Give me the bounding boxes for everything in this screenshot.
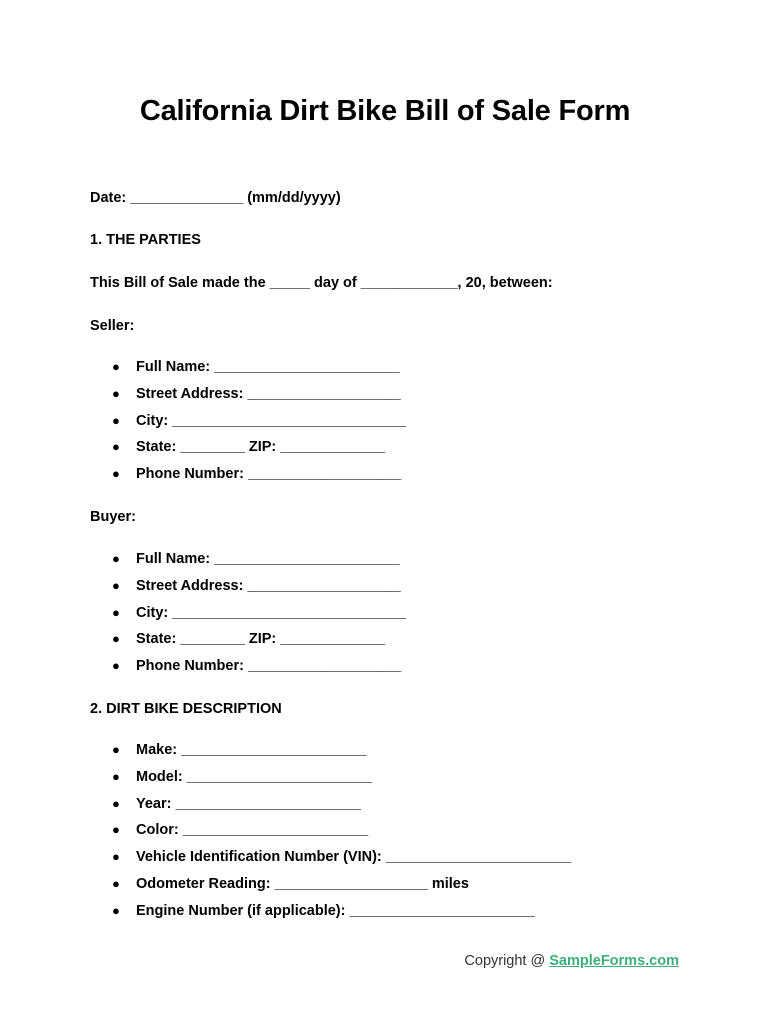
- date-line: Date: ______________ (mm/dd/yyyy): [90, 190, 341, 206]
- section-heading-parties: 1. THE PARTIES: [90, 232, 201, 248]
- list-item: [112, 741, 367, 768]
- copyright-text: Copyright @: [464, 953, 550, 969]
- seller-street-address-field: Street Address: ___________________: [136, 385, 401, 402]
- bullet-icon: ●: [112, 577, 120, 593]
- bullet-icon: ●: [112, 551, 120, 566]
- bike-color-field: Color: _______________________: [136, 822, 369, 839]
- bullet-icon: ●: [112, 849, 120, 865]
- bullet-icon: ●: [112, 385, 120, 401]
- list-item: [112, 358, 400, 385]
- bullet-icon: ●: [112, 466, 120, 482]
- bullet-icon: ●: [112, 822, 120, 838]
- bullet-icon: ●: [112, 658, 120, 674]
- bike-engine-number-field: Engine Number (if applicable): _______________________: [136, 902, 535, 919]
- buyer-field-list: [112, 550, 407, 684]
- intro-line: This Bill of Sale made the _____ day of ____________, 20, between:: [90, 275, 553, 291]
- bullet-icon: ●: [112, 902, 120, 918]
- bike-model-field: Model: _______________________: [136, 768, 373, 785]
- bike-make-field: Make: _______________________: [136, 742, 367, 758]
- buyer-phone-field: Phone Number: ___________________: [136, 658, 402, 675]
- bullet-icon: ●: [112, 768, 120, 784]
- buyer-full-name-field: Full Name: _______________________: [136, 551, 400, 567]
- buyer-street-address-field: Street Address: ___________________: [136, 577, 401, 594]
- list-item: [112, 385, 401, 412]
- seller-city-field: City: _____________________________: [136, 412, 407, 429]
- bike-vin-field: Vehicle Identification Number (VIN): _______________________: [136, 849, 572, 866]
- bullet-icon: ●: [112, 439, 120, 455]
- list-item: [112, 438, 386, 465]
- list-item: [112, 875, 469, 902]
- copyright-footer: [464, 952, 679, 970]
- list-item: [112, 795, 361, 822]
- seller-full-name-field: Full Name: _______________________: [136, 359, 400, 375]
- list-item: [112, 465, 402, 492]
- bike-field-list: [112, 741, 572, 929]
- bullet-icon: ●: [112, 631, 120, 647]
- list-item: [112, 821, 369, 848]
- bullet-icon: ●: [112, 412, 120, 428]
- bullet-icon: ●: [112, 795, 120, 811]
- list-item: [112, 550, 400, 577]
- list-item: [112, 848, 572, 875]
- bullet-icon: ●: [112, 742, 120, 757]
- list-item: [112, 657, 402, 684]
- list-item: [112, 630, 386, 657]
- bike-odometer-field: Odometer Reading: ___________________ miles: [136, 875, 469, 892]
- list-item: [112, 412, 407, 439]
- bullet-icon: ●: [112, 359, 120, 374]
- list-item: [112, 577, 401, 604]
- seller-phone-field: Phone Number: ___________________: [136, 466, 402, 483]
- seller-field-list: [112, 358, 407, 492]
- page-title: California Dirt Bike Bill of Sale Form: [139, 95, 631, 127]
- bullet-icon: ●: [112, 604, 120, 620]
- bullet-icon: ●: [112, 875, 120, 891]
- seller-state-zip-field: State: ________ ZIP: _____________: [136, 439, 386, 456]
- bike-year-field: Year: _______________________: [136, 795, 361, 812]
- buyer-city-field: City: _____________________________: [136, 604, 407, 621]
- buyer-state-zip-field: State: ________ ZIP: _____________: [136, 631, 386, 648]
- list-item: [112, 902, 535, 929]
- buyer-label: Buyer:: [90, 509, 136, 525]
- sampleforms-link[interactable]: SampleForms.com: [549, 953, 679, 969]
- list-item: [112, 768, 373, 795]
- list-item: [112, 604, 407, 631]
- seller-label: Seller:: [90, 318, 135, 334]
- section-heading-dirt-bike: 2. DIRT BIKE DESCRIPTION: [90, 701, 282, 717]
